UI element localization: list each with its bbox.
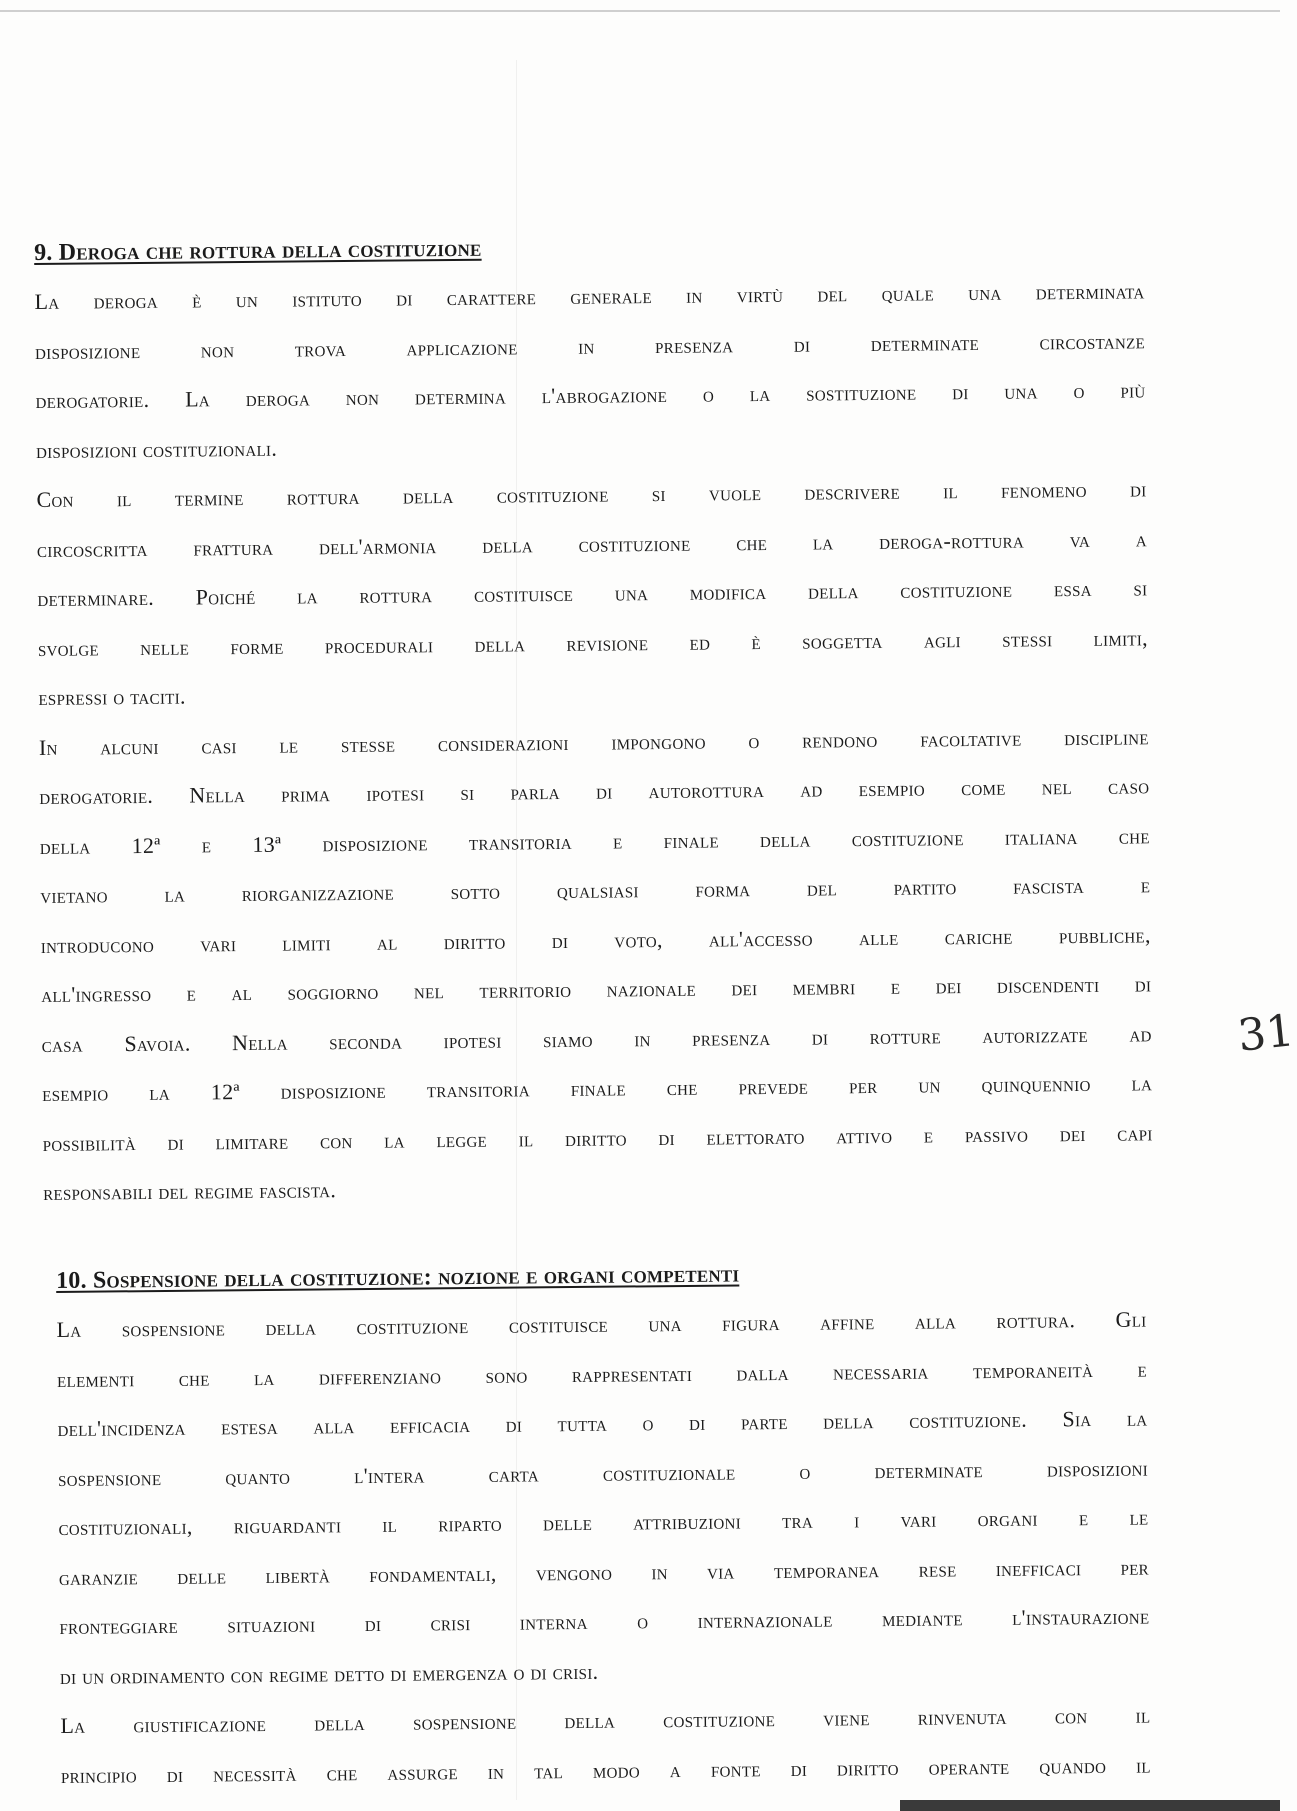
text-line: Con il termine rottura della costituzione si vuole descrivere il fenomeno di: [36, 476, 1147, 512]
text-line: espressi o taciti.: [38, 683, 186, 710]
text-line: costituzionali, riguardanti il riparto delle attribuzioni tra i vari organi e le: [58, 1504, 1149, 1540]
handwritten-page-number: 31: [1235, 1005, 1297, 1062]
text-line: La deroga è un istituto di carattere generale in virtù del quale una determinata: [34, 278, 1145, 314]
text-line: sospensione quanto l'intera carta costituzionale o determinate disposizioni: [57, 1455, 1149, 1491]
section-10-paragraph-2: [60, 1691, 1151, 1800]
text-line: In alcuni casi le stesse considerazioni impongono o rendono facoltative discipline: [38, 723, 1149, 760]
section-10: [56, 1258, 1151, 1800]
section-10-paragraph-1: [56, 1295, 1150, 1701]
text-line: derogatorie. La deroga non determina l'abrogazione o la sostituzione di una o più: [35, 377, 1146, 413]
section-9-paragraph-2: [36, 464, 1148, 722]
text-line: esempio la 12ª disposizione transitoria finale che prevede per un quinquennio la: [42, 1070, 1153, 1106]
text-line: responsabili del regime fascista.: [43, 1177, 337, 1205]
text-line: fronteggiare situazioni di crisi interna o internazionale mediante l'instaurazione: [59, 1603, 1150, 1639]
text-line: garanzie delle libertà fondamentali, vengono in via temporanea rese inefficaci per: [58, 1554, 1150, 1590]
text-line: determinare. Poiché la rottura costituisce una modifica della costituzione essa si: [37, 575, 1148, 611]
section-9-heading: 9. Deroga che rottura della costituzione: [34, 235, 482, 266]
text-line: La sospensione della costituzione costituisce una figura affine alla rottura. Gli: [56, 1306, 1147, 1342]
text-line: all'ingresso e al soggiorno nel territorio nazionale dei membri e dei discendenti di: [41, 971, 1152, 1007]
section-9: [34, 229, 1153, 1217]
text-line: La giustificazione della sospensione della costituzione viene rinvenuta con il: [60, 1702, 1151, 1738]
text-line: di un ordinamento con regime detto di emergenza o di crisi.: [59, 1658, 599, 1689]
text-line: svolge nelle forme procedurali della revisione ed è soggetta agli stessi limiti,: [37, 624, 1148, 661]
text-line: disposizioni costituzionali.: [35, 435, 278, 463]
text-line: introducono vari limiti al diritto di voto, all'accesso alle cariche pubbliche,: [40, 921, 1151, 958]
text-line: principio di necessità che assurge in tal modo a fonte di diritto operante quando il: [60, 1752, 1151, 1788]
text-line: della 12ª e 13ª disposizione transitoria e finale della costituzione italiana che: [39, 822, 1150, 859]
section-9-paragraph-3: [39, 712, 1154, 1218]
text-line: casa Savoia. Nella seconda ipotesi siamo in presenza di rotture autorizzate ad: [41, 1020, 1152, 1057]
text-line: dell'incidenza estesa alla efficacia di tutta o di parte della costituzione. Sia la: [57, 1405, 1148, 1441]
text-line: elementi che la differenziano sono rappresentati dalla necessaria temporaneità e: [56, 1356, 1148, 1392]
text-line: vietano la riorganizzazione sotto qualsiasi forma del partito fascista e: [40, 872, 1151, 908]
scan-bottom-edge: [900, 1800, 1280, 1811]
scan-top-edge: [0, 10, 1280, 12]
text-line: possibilità di limitare con la legge il diritto di elettorato attivo e passivo dei capi: [42, 1119, 1153, 1156]
text-line: derogatorie. Nella prima ipotesi si parla di autorottura ad esempio come nel caso: [39, 773, 1150, 809]
text-line: disposizione non trova applicazione in presenza di determinate circostanze: [34, 327, 1146, 364]
section-9-paragraph-1: [34, 266, 1146, 475]
text-line: circoscritta frattura dell'armonia della costituzione che la deroga-rottura va a: [36, 525, 1148, 562]
section-10-heading: 10. Sospensione della costituzione: nozione e organi competenti: [56, 1261, 740, 1294]
